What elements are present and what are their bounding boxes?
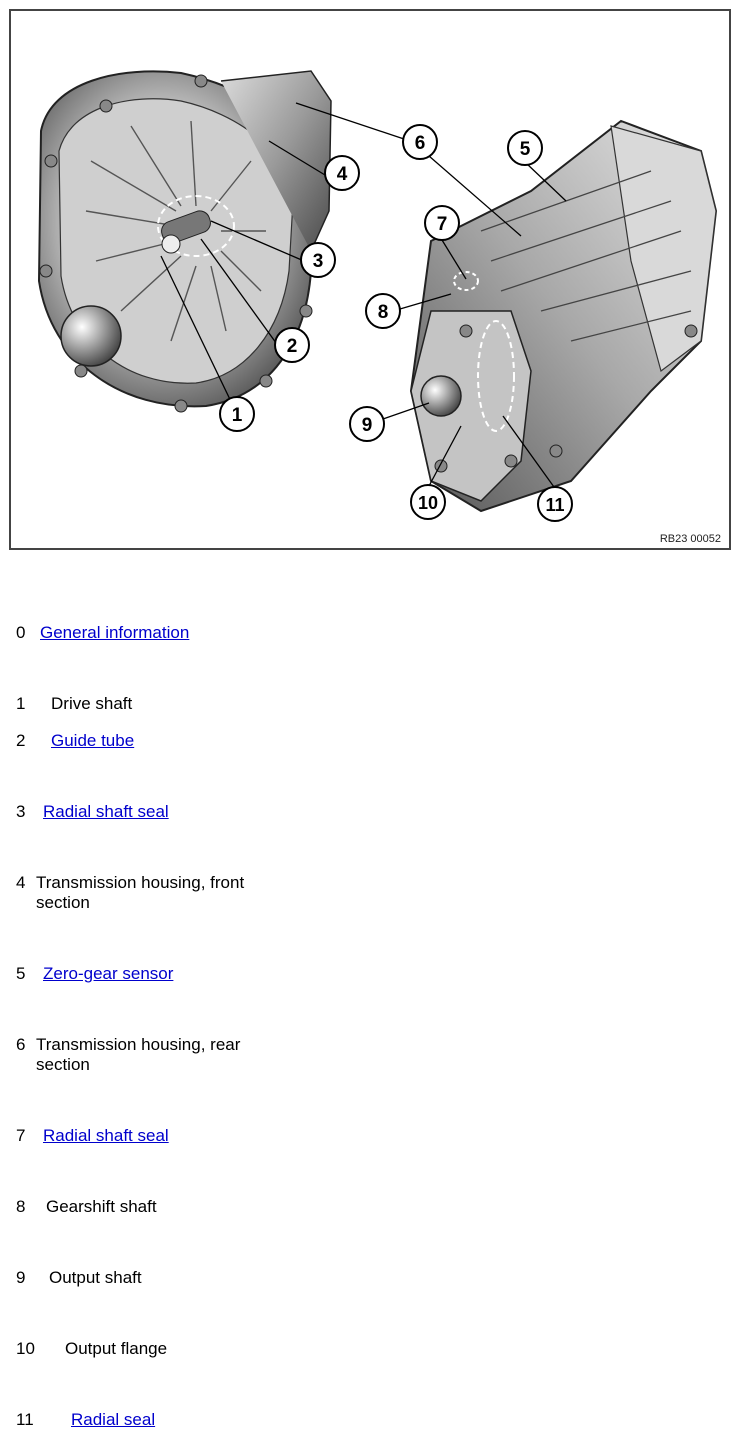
legend-item-8 xyxy=(16,1197,157,1217)
legend-item-11 xyxy=(16,1410,155,1430)
legend-label: Transmission housing, rear section xyxy=(36,1035,241,1074)
legend-label: Gearshift shaft xyxy=(46,1197,157,1216)
legend-number: 4 xyxy=(16,873,26,892)
guide-tube-link[interactable]: Guide tube xyxy=(51,731,135,750)
svg-text:2: 2 xyxy=(286,336,298,357)
svg-text:7: 7 xyxy=(436,214,448,235)
svg-text:11: 11 xyxy=(545,495,565,515)
legend-number: 5 xyxy=(16,964,26,983)
legend-number: 11 xyxy=(16,1410,34,1429)
legend-label: Drive shaft xyxy=(51,694,133,713)
legend-number: 10 xyxy=(16,1339,35,1358)
callout-9 xyxy=(350,407,384,441)
svg-text:1: 1 xyxy=(231,405,243,426)
svg-text:8: 8 xyxy=(377,302,389,323)
legend-item-0 xyxy=(16,623,189,643)
radial-shaft-seal-link[interactable]: Radial shaft seal xyxy=(43,1126,169,1145)
callout-11 xyxy=(538,487,572,521)
legend-item-10 xyxy=(16,1339,167,1359)
diagram-drawing xyxy=(11,11,729,548)
legend-label: Output shaft xyxy=(49,1268,142,1287)
callout-8 xyxy=(366,294,400,328)
legend-item-1 xyxy=(16,694,132,714)
callout-4 xyxy=(325,156,359,190)
svg-text:4: 4 xyxy=(336,164,348,185)
legend-number: 6 xyxy=(16,1035,26,1054)
svg-text:9: 9 xyxy=(361,415,373,436)
legend-item-4 xyxy=(16,873,276,913)
svg-text:3: 3 xyxy=(312,251,324,272)
legend-item-3 xyxy=(16,802,169,822)
legend-item-6 xyxy=(16,1035,276,1075)
legend-item-5 xyxy=(16,964,173,984)
legend-label: Transmission housing, front section xyxy=(36,873,245,912)
legend-number: 1 xyxy=(16,694,26,713)
transmission-diagram xyxy=(9,9,731,550)
callout-3 xyxy=(301,243,335,277)
legend-number: 9 xyxy=(16,1268,26,1287)
svg-text:5: 5 xyxy=(519,139,531,160)
legend-item-9 xyxy=(16,1268,142,1288)
callout-2 xyxy=(275,328,309,362)
zero-gear-sensor-link[interactable]: Zero-gear sensor xyxy=(43,964,174,983)
svg-text:10: 10 xyxy=(417,493,439,513)
radial-seal-link[interactable]: Radial seal xyxy=(71,1410,156,1429)
legend-number: 2 xyxy=(16,731,26,750)
legend-number: 8 xyxy=(16,1197,26,1216)
callout-1 xyxy=(220,397,254,431)
legend-label: Output flange xyxy=(65,1339,168,1358)
legend-item-2 xyxy=(16,731,134,751)
radial-shaft-seal-link[interactable]: Radial shaft seal xyxy=(43,802,169,821)
callout-5 xyxy=(508,131,542,165)
legend-number: 0 xyxy=(16,623,26,642)
legend-number: 7 xyxy=(16,1126,26,1145)
figure-code: RB23 00052 xyxy=(659,533,721,545)
legend-item-7 xyxy=(16,1126,169,1146)
callout-10 xyxy=(411,485,445,519)
legend-number: 3 xyxy=(16,802,26,821)
svg-text:6: 6 xyxy=(414,133,426,154)
general-information-link[interactable]: General information xyxy=(40,623,190,642)
callout-7 xyxy=(425,206,459,240)
callout-6 xyxy=(403,125,437,159)
